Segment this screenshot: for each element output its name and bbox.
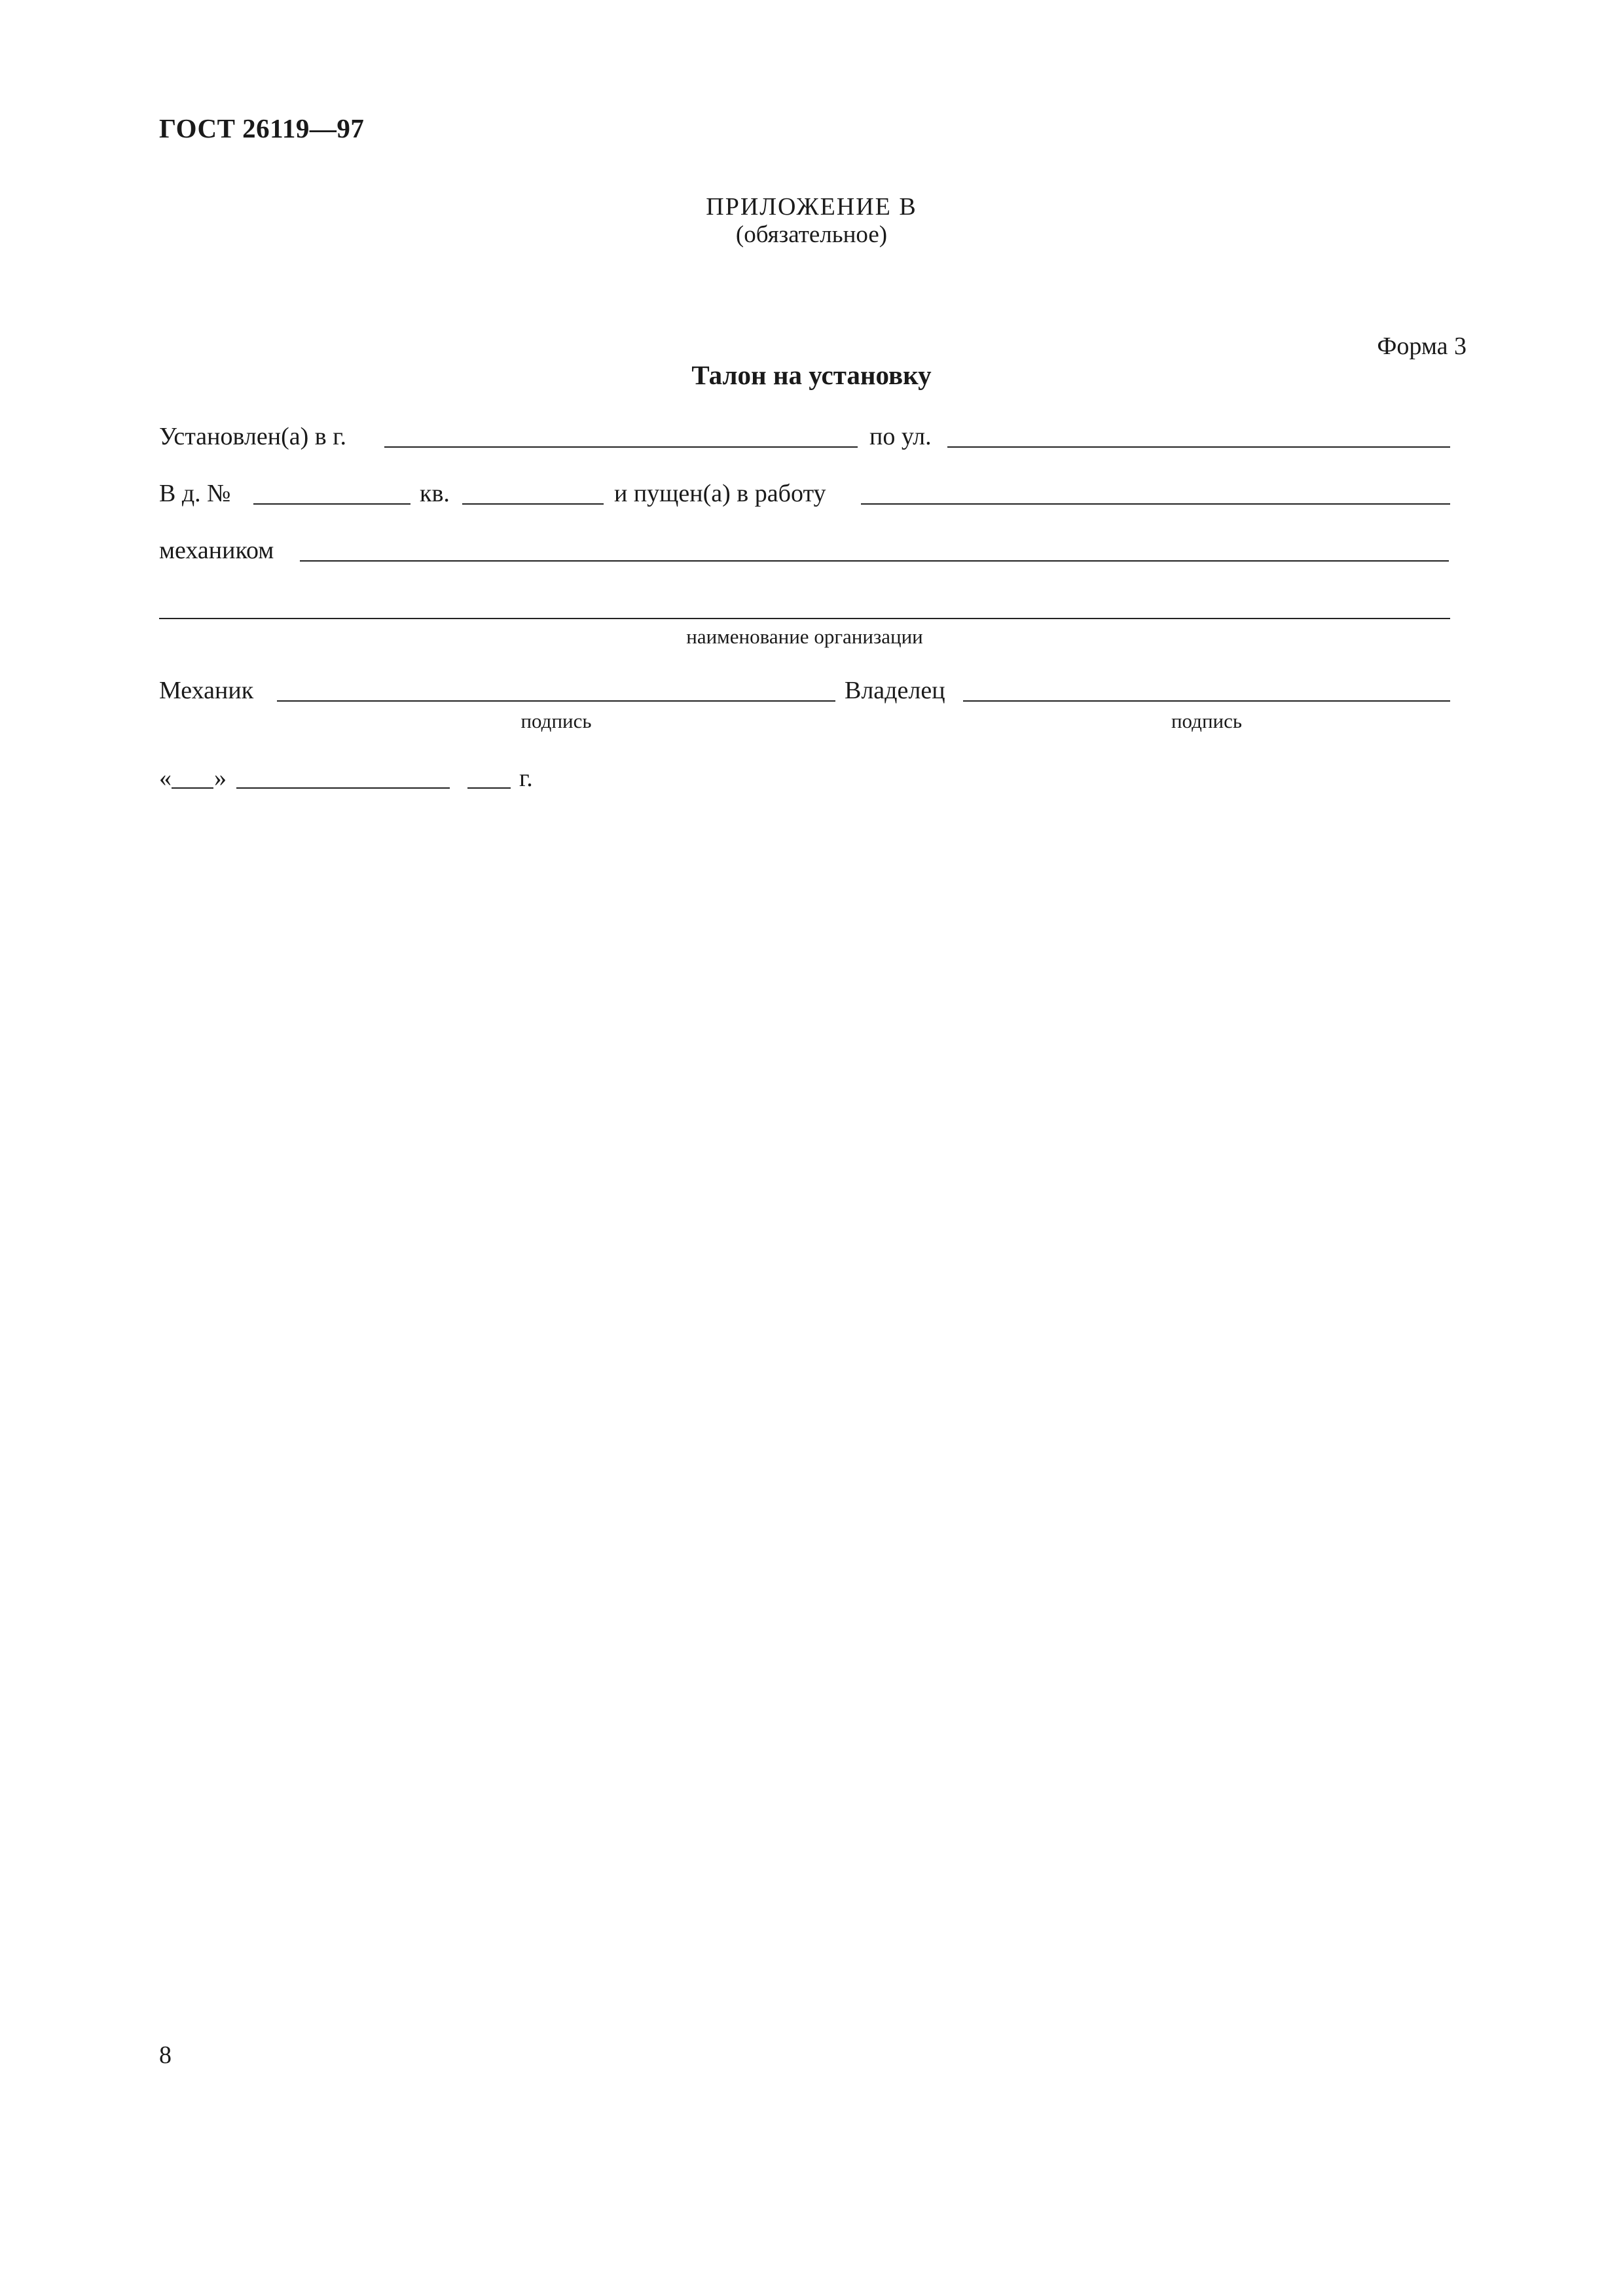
page-number: 8 — [159, 2041, 172, 2069]
put-into-operation-label: и пущен(а) в работу — [614, 480, 826, 507]
form-number: Форма 3 — [1377, 332, 1467, 360]
date-close-quote: » — [214, 764, 227, 792]
house-number-label: В д. № — [159, 480, 231, 507]
owner-signature-field[interactable] — [963, 700, 1450, 702]
street-field[interactable] — [947, 446, 1450, 448]
mechanic-label: Механик — [159, 677, 254, 704]
mechanic-signature-field[interactable] — [277, 700, 835, 702]
organization-field[interactable] — [159, 618, 1450, 619]
apartment-field[interactable] — [462, 503, 604, 505]
street-label: по ул. — [869, 423, 932, 450]
year-suffix: г. — [519, 764, 533, 792]
operation-field[interactable] — [861, 503, 1450, 505]
appendix-status: (обязательное) — [735, 221, 888, 248]
mechanic-by-label: механиком — [159, 537, 274, 564]
installed-in-city-label: Установлен(а) в г. — [159, 423, 347, 450]
organization-caption: наименование организации — [686, 625, 923, 648]
city-field[interactable] — [384, 446, 858, 448]
appendix-title: ПРИЛОЖЕНИЕ В — [706, 193, 917, 221]
owner-signature-caption: подпись — [1171, 709, 1243, 732]
date-day-field[interactable] — [172, 787, 213, 789]
apartment-label: кв. — [420, 480, 450, 507]
date-open-quote: « — [159, 764, 172, 792]
form-title: Талон на установку — [691, 360, 932, 390]
mechanic-name-field[interactable] — [300, 560, 1449, 562]
document-code: ГОСТ 26119—97 — [159, 113, 365, 143]
mechanic-signature-caption: подпись — [520, 709, 592, 732]
date-year-field[interactable] — [467, 787, 511, 789]
house-number-field[interactable] — [253, 503, 410, 505]
date-month-field[interactable] — [236, 787, 450, 789]
owner-label: Владелец — [845, 677, 945, 704]
